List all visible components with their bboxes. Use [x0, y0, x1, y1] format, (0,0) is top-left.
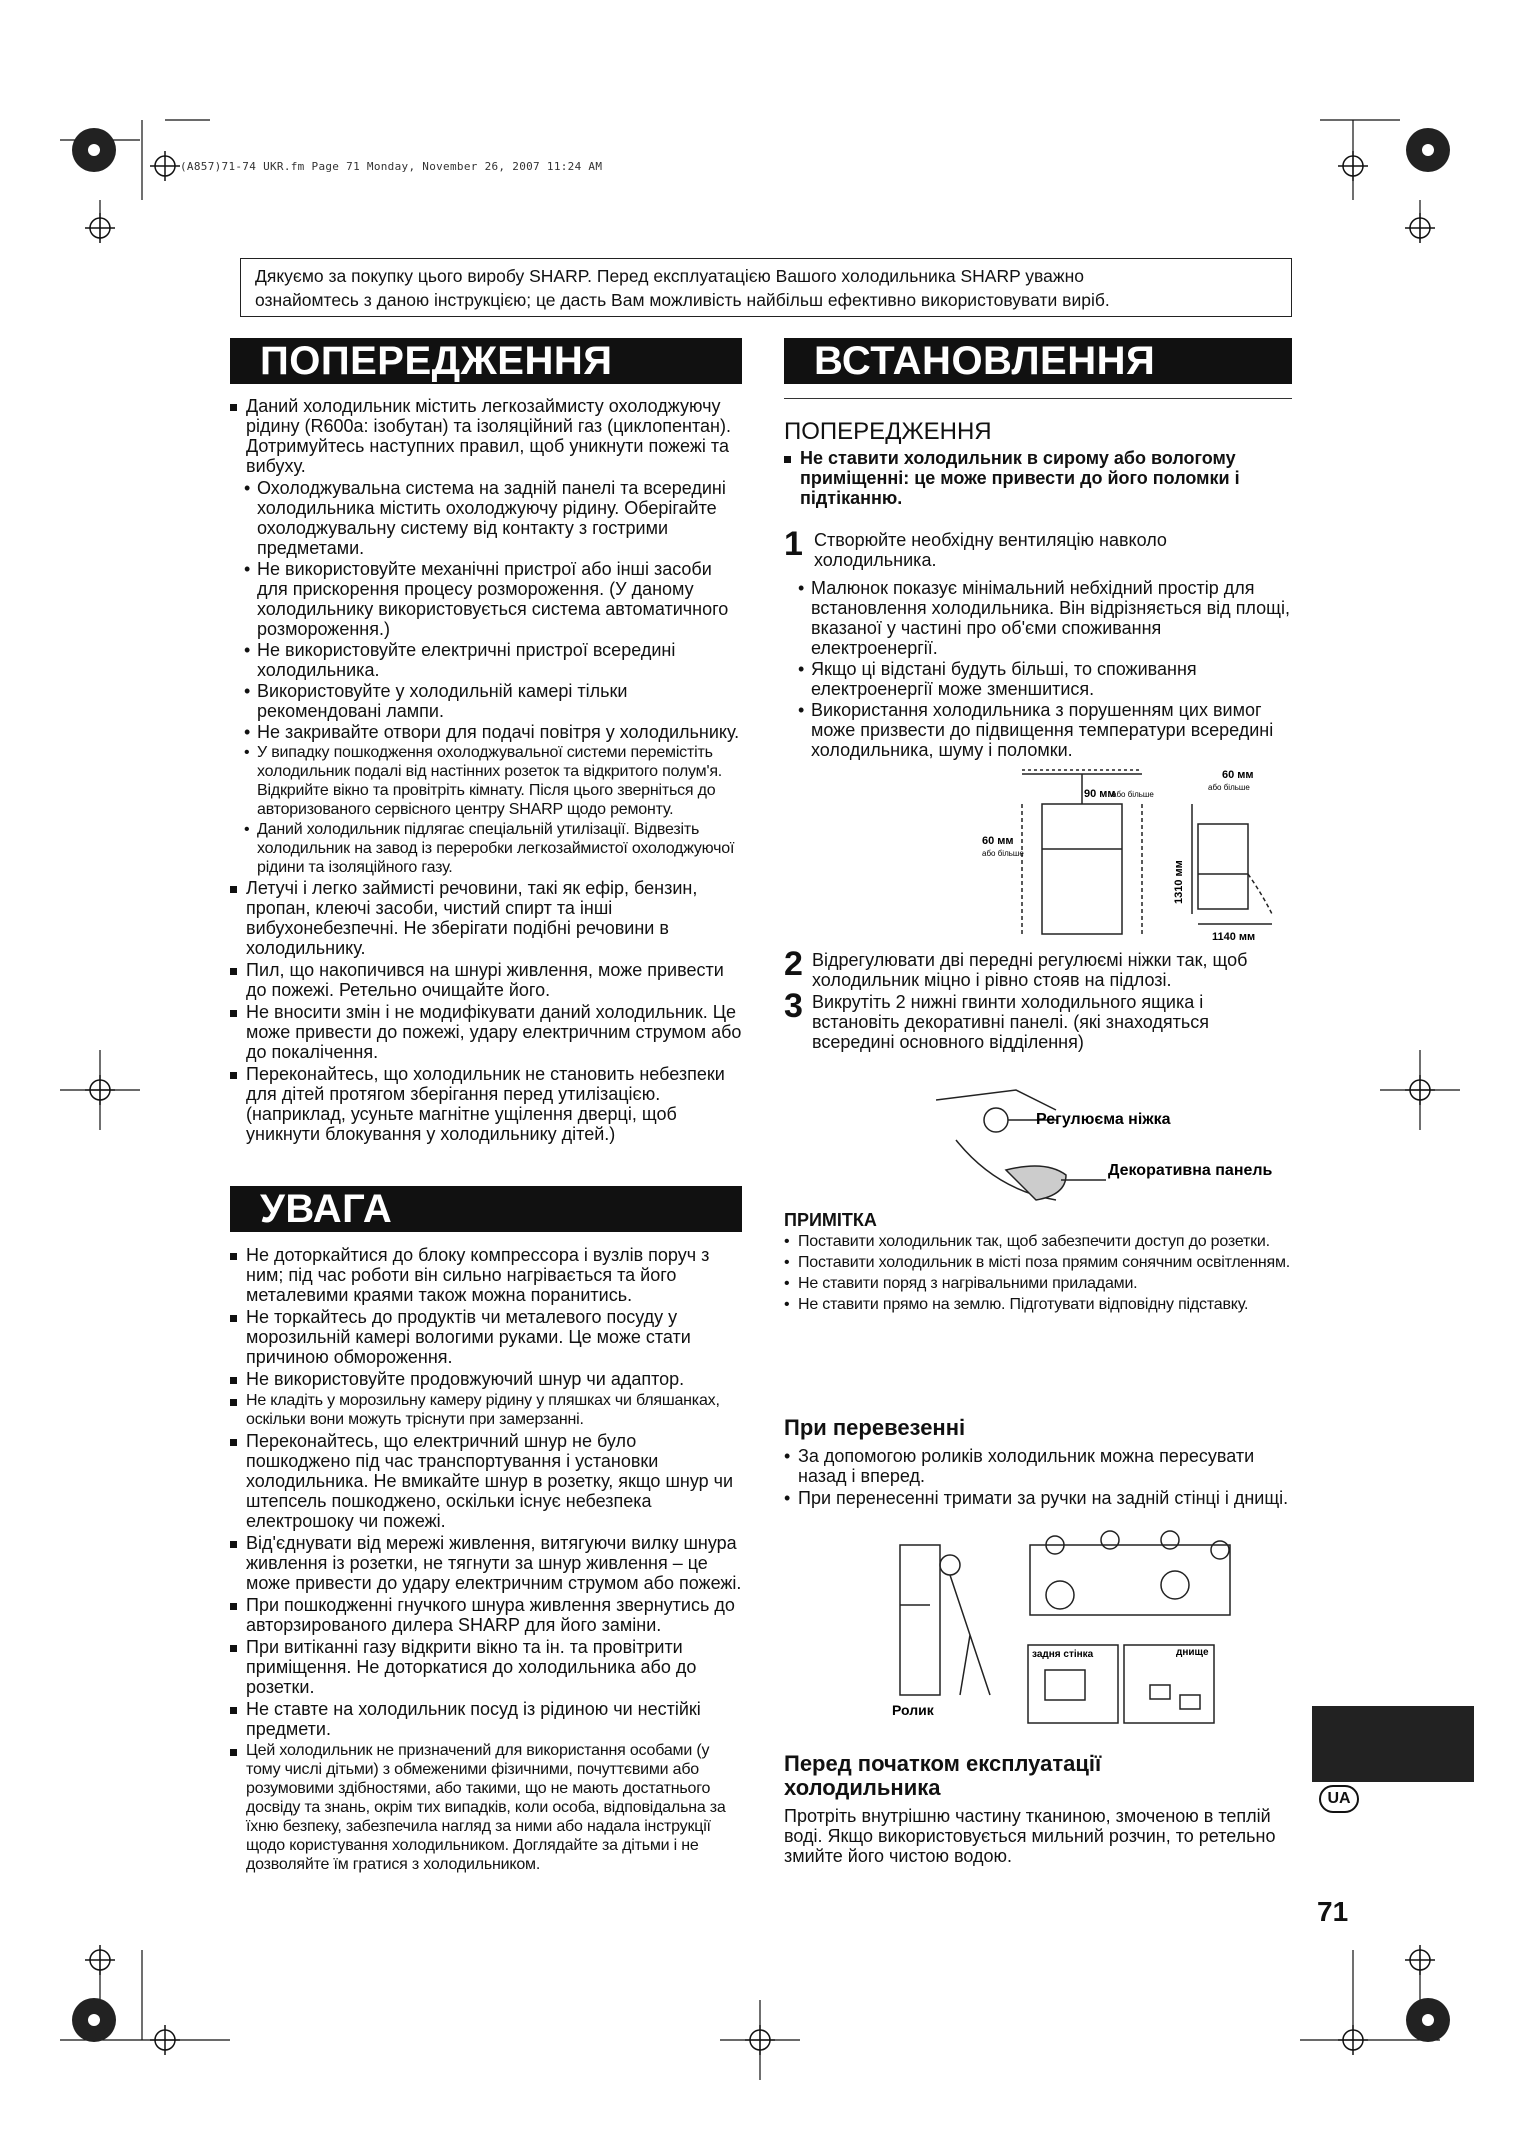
caution-item-2: Не торкайтесь до продуктів чи металевого посуду у морозильній камері вологими руками. Це може стати причиною обмороження.: [230, 1307, 742, 1367]
step-3-text: Викрутіть 2 нижні гвинти холодильного ящика і встановіть декоративні панелі. (які знаходяться всередині основного відділення): [812, 992, 1210, 1052]
step-1-text: Створюйте необхідну вентиляцію навколо холодильника.: [814, 530, 1167, 570]
diagram-side-gap: 60 мм: [982, 835, 1014, 847]
install-warning-text: Не ставити холодильник в сирому або вологому приміщенні: це може привести до його поломки і підтіканню.: [784, 448, 1292, 508]
transport-2: • При перенесенні тримати за ручки на задній стінці і днищі.: [784, 1488, 1292, 1508]
steps-2-3: [784, 945, 1292, 1052]
step-1-number: 1: [784, 525, 803, 563]
language-tab: [1312, 1706, 1474, 1782]
leg-label: Регулюєма ніжка: [1036, 1111, 1171, 1128]
back-wall-label: задня стінка: [1032, 1649, 1094, 1660]
install-banner: ВСТАНОВЛЕННЯ: [784, 338, 1292, 384]
warning-item-3: Пил, що накопичився на шнурі живлення, може привести до пожежі. Ретельно очищайте його.: [230, 960, 742, 1000]
caution-item-7: При пошкодженні гнучкого шнура живлення звернутись до авторзированого дилера SHARP для його заміни.: [230, 1595, 742, 1635]
diagram-right-gap-note: або більше: [1208, 783, 1250, 792]
transport-1: • За допомогою роликів холодильник можна пересувати назад і вперед.: [784, 1446, 1292, 1486]
intro-box: [240, 258, 1292, 317]
warning-item-4: Не вносити змін і не модифікувати даний холодильник. Це може привести до пожежі, удару електричним струмом або до покалічення.: [230, 1002, 742, 1062]
before-use-title-2: холодильника: [784, 1775, 941, 1800]
steps-block: [784, 525, 1292, 761]
diagram-top-gap-note: або більше: [1112, 790, 1154, 799]
warning-item-1-text: Даний холодильник містить легкозаймисту охолоджуючу рідину (R600a: ізобутан) та ізоляційний газ (циклопентан). Дотримуйтесь наступних правил, щоб уникнути пожежі та вибуху.: [246, 396, 731, 476]
caution-item-9: Не ставте на холодильник посуд із рідиною чи нестійкі предмети.: [230, 1699, 742, 1739]
page-number: 71: [1317, 1896, 1349, 1927]
step-2: [784, 945, 1292, 990]
step-3: [784, 987, 1292, 1052]
warning-sub-7: • Даний холодильник підлягає спеціальній утилізації. Відвезіть холодильник на завод із переробки легкозаймистої охолоджуючої рідини та ізоляційного газу.: [230, 820, 742, 877]
bottom-label: днище: [1176, 1647, 1209, 1658]
warning-sub-1: • Охолоджувальна система на задній панелі та всередині холодильника містить охолоджуючу рідину. Оберігайте охолоджувальну систему від контакту з гострими предметами.: [230, 478, 742, 558]
step-1-sub-3: • Використання холодильника з порушенням цих вимог може призвести до підвищення температури всередині холодильника, шуму і поломки.: [784, 700, 1292, 760]
caution-item-6: Від'єднувати від мережі живлення, витягуючи вилку шнура живлення із розетки, не тягнути за шнур живлення – це може привести до удару електричним струмом або пожежі.: [230, 1533, 742, 1593]
note-3: • Не ставити поряд з нагрівальними приладами.: [784, 1274, 1292, 1293]
caution-item-1: Не доторкайтися до блоку компрессора і вузлів поруч з ним; під час роботи він сильно нагрівається та його металевими краями також можна поранитись.: [230, 1245, 742, 1305]
step-1: [784, 525, 1292, 570]
note-title: ПРИМІТКА: [784, 1210, 877, 1230]
diagram-depth: 1140 мм: [1212, 931, 1256, 943]
roller-label: Ролик: [892, 1702, 934, 1718]
install-rule: [784, 398, 1292, 399]
caution-item-4: Не кладіть у морозильну камеру рідину у пляшках чи бляшанках, оскільки вони можуть тріснути при замерзанні.: [230, 1391, 742, 1429]
diagram-side-gap-note: або більше: [982, 849, 1024, 858]
intro-line-2: ознайомтесь з даною інструкцією; це дасть Вам можливість найбільш ефективно використовувати виріб.: [255, 290, 1110, 310]
step-3-number: 3: [784, 987, 803, 1025]
warning-item-2: Летучі і легко займисті речовини, такі як ефір, бензин, пропан, клеючі засоби, чистий спирт та інші вибухонебезпечні. Не зберігати подібні речовини в холодильнику.: [230, 878, 742, 958]
warning-sub-6: • У випадку пошкодження охолоджувальної системи перемістіть холодильник подалі від настінних розеток та відкритого полум'я. Відкрийте вікно та провітріть кімнату. Після цього зверніться до авторизованого сервісного центру SHARP щодо ремонту.: [230, 743, 742, 819]
warning-banner: ПОПЕРЕДЖЕННЯ: [230, 338, 742, 384]
diagram-top-gap: 90 мм: [1084, 788, 1116, 800]
caution-item-8: При витіканні газу відкрити вікно та ін. та провітрити приміщення. Не доторкатися до холодильника або до розетки.: [230, 1637, 742, 1697]
warning-item-5: Переконайтесь, що холодильник не становить небезпеки для дітей протягом зберігання перед утилізацією. (наприклад, усуньте магнітне ущілення дверці, щоб уникнути блокування у холодильнику дітей.): [230, 1064, 742, 1144]
transport-block: [784, 1446, 1292, 1510]
leg-illustration: [936, 1080, 1276, 1210]
warning-sub-5: • Не закривайте отвори для подачі повітря у холодильнику.: [230, 722, 742, 742]
caution-list: [230, 1245, 742, 1876]
ventilation-diagram: [982, 764, 1282, 944]
panel-label: Декоративна панель: [1108, 1162, 1273, 1179]
caution-item-5: Переконайтесь, що електричний шнур не було пошкоджено під час транспортування і установки холодильника. Не вмикайте шнур в розетку, якщо шнур чи штепсель пошкоджено, оскільки існує небезпека електрошоку чи пожежі.: [230, 1431, 742, 1531]
caution-item-10: Цей холодильник не призначений для використання особами (у тому числі дітьми) з обмеженими фізичними, почуттєвими або розумовими здібностями, або такими, що не мають достатнього досвіду та знань, окрім тих випадків, коли особа, відповідальна за їхню безпеку, забезпечила нагляд за ними або надала інструкції щодо користування холодильником. Доглядайте за дітьми і не дозволяйте їм гратися з холодильником.: [230, 1741, 742, 1874]
transport-title: При перевезенні: [784, 1415, 966, 1440]
step-1-sub-1: • Малюнок показує мінімальний небхідний простір для встановлення холодильника. Він відрізняється від площі, вказаної у частині про об'єми споживання електроенергії.: [784, 578, 1292, 658]
transport-illustration: [880, 1525, 1240, 1725]
warning-sub-3: • Не використовуйте електричні пристрої всередині холодильника.: [230, 640, 742, 680]
before-use-title-1: Перед початком експлуатації: [784, 1751, 1102, 1776]
note-4: • Не ставити прямо на землю. Підготувати відповідну підставку.: [784, 1295, 1292, 1314]
warning-list: [230, 396, 742, 1146]
language-badge: UA: [1319, 1785, 1359, 1813]
notes-block: [784, 1210, 1292, 1316]
note-2: • Поставити холодильник в місті поза прямим сонячним освітленням.: [784, 1253, 1292, 1272]
before-use-title: [784, 1752, 1101, 1800]
caution-item-3: Не використовуйте продовжуючий шнур чи адаптор.: [230, 1369, 742, 1389]
install-warning: [784, 448, 1292, 510]
before-use-text: Протріть внутрішню частину тканиною, змоченою в теплій воді. Якщо використовується мильний розчин, то ретельно змийте його чистою водою.: [784, 1806, 1276, 1866]
step-1-sub-2: • Якщо ці відстані будуть більші, то споживання електроенергії може зменшитися.: [784, 659, 1292, 699]
step-2-number: 2: [784, 945, 803, 983]
install-warning-title: ПОПЕРЕДЖЕННЯ: [784, 418, 992, 445]
intro-line-1: Дякуємо за покупку цього виробу SHARP. Перед експлуатацією Вашого холодильника SHARP уважно: [255, 266, 1084, 286]
warning-item-1: [230, 396, 742, 476]
file-header-line: (A857)71-74 UKR.fm Page 71 Monday, November 26, 2007 11:24 AM: [180, 160, 603, 173]
diagram-height: 1310 мм: [1173, 860, 1185, 904]
warning-sub-2: • Не використовуйте механічні пристрої або інші засоби для прискорення процесу розмороження. (У даному холодильнику використовується система автоматичного розмороження.): [230, 559, 742, 639]
note-1: • Поставити холодильник так, щоб забезпечити доступ до розетки.: [784, 1232, 1292, 1251]
diagram-right-gap: 60 мм: [1222, 769, 1254, 781]
step-2-text: Відрегулювати дві передні регулюємі ніжки так, щоб холодильник міцно і рівно стояв на підлозі.: [812, 950, 1248, 990]
warning-sub-4: • Використовуйте у холодильній камері тільки рекомендовані лампи.: [230, 681, 742, 721]
caution-banner: УВАГА: [230, 1186, 742, 1232]
